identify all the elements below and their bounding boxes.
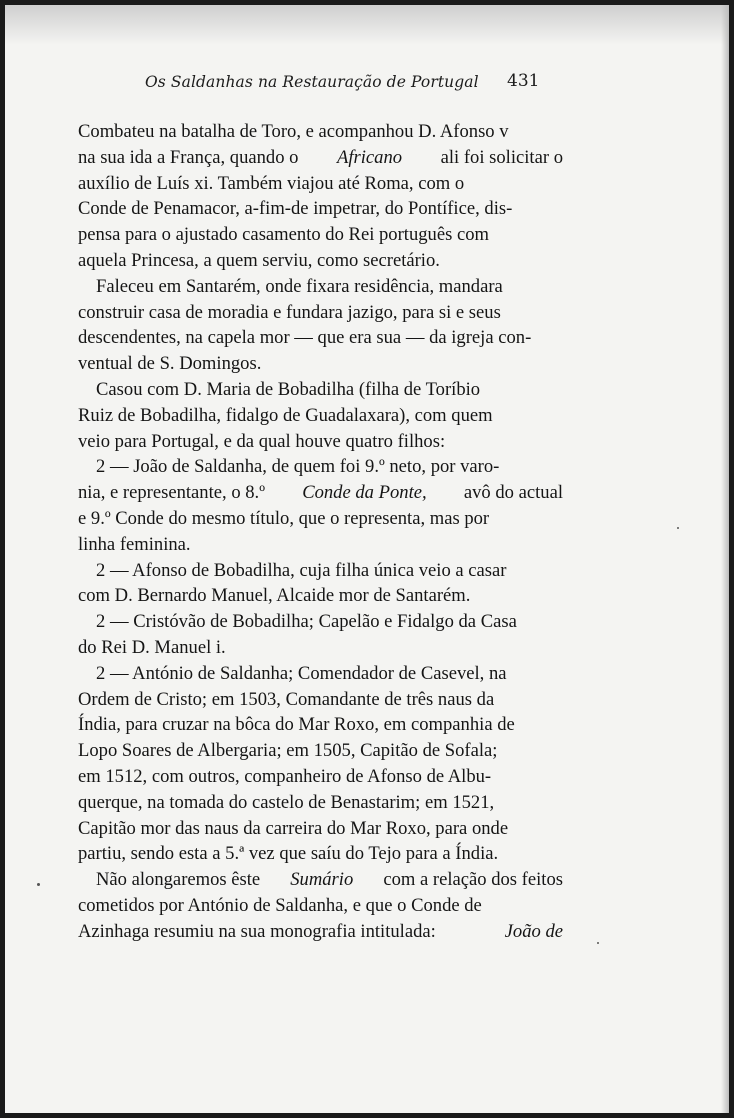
scan-speck [677, 527, 679, 529]
text-line: 2 — Cristóvão de Bobadilha; Capelão e Fidalgo da Casa [96, 611, 517, 633]
text-line: Ruiz de Bobadilha, fidalgo de Guadalaxara), com quem [78, 404, 493, 426]
scan-shadow-top [5, 5, 729, 45]
text-line: pensa para o ajustado casamento do Rei português com [78, 224, 490, 246]
text-line: nia, e representante, o 8.º Conde da Ponte, avô do actual [78, 482, 563, 504]
text-line: do Rei D. Manuel i. [78, 636, 226, 658]
text-line: Ordem de Cristo; em 1503, Comandante de três naus da [78, 688, 495, 710]
scanned-page [5, 5, 729, 1113]
scan-speck [37, 883, 40, 886]
text-line: auxílio de Luís xi. Também viajou até Roma, com o [78, 172, 465, 194]
text-line: e 9.º Conde do mesmo título, que o representa, mas por [78, 507, 490, 529]
text-line: em 1512, com outros, companheiro de Afonso de Albu- [78, 765, 492, 787]
text-line: ventual de S. Domingos. [78, 353, 262, 375]
text-line: Casou com D. Maria de Bobadilha (filha de Toríbio [96, 378, 481, 400]
text-line: aquela Princesa, a quem serviu, como secretário. [78, 249, 440, 271]
page-number: 431 [507, 71, 540, 91]
text-line: construir casa de moradia e fundara jazigo, para si e seus [78, 301, 501, 323]
text-line: Lopo Soares de Albergaria; em 1505, Capitão de Sofala; [78, 740, 498, 762]
text-line: partiu, sendo esta a 5.ª vez que saíu do Tejo para a Índia. [78, 843, 499, 865]
scan-speck [597, 942, 599, 944]
text-line: Não alongaremos êste Sumário com a relação dos feitos [96, 869, 563, 891]
running-title: Os Saldanhas na Restauração de Portugal [145, 73, 479, 91]
text-line: Capitão mor das naus da carreira do Mar Roxo, para onde [78, 817, 509, 839]
text-line: Índia, para cruzar na bôca do Mar Roxo, em companhia de [78, 714, 515, 736]
text-line: linha feminina. [78, 533, 191, 555]
text-line: Combateu na batalha de Toro, e acompanhou D. Afonso v [78, 121, 509, 142]
text-line: querque, na tomada do castelo de Benastarim; em 1521, [78, 791, 495, 813]
text-line: com D. Bernardo Manuel, Alcaide mor de Santarém. [78, 585, 471, 607]
text-line: descendentes, na capela mor — que era sua — da igreja con- [78, 327, 532, 349]
scan-shadow-right [721, 5, 729, 1113]
text-line: 2 — João de Saldanha, de quem foi 9.º neto, por varo- [96, 456, 500, 478]
text-line: 2 — António de Saldanha; Comendador de Casevel, na [96, 662, 507, 684]
text-line: Azinhaga resumiu na sua monografia intitulada: João de [78, 920, 563, 942]
text-line: Conde de Penamacor, a-fim-de impetrar, do Pontífice, dis- [78, 198, 513, 220]
body-text [78, 119, 563, 945]
text-line: 2 — Afonso de Bobadilha, cuja filha única veio a casar [96, 559, 507, 581]
text-line: na sua ida a França, quando o Africano ali foi solicitar o [78, 146, 563, 168]
text-line: Faleceu em Santarém, onde fixara residência, mandara [96, 275, 503, 297]
text-line: cometidos por António de Saldanha, e que o Conde de [78, 894, 482, 916]
text-line: veio para Portugal, e da qual houve quatro filhos: [78, 430, 446, 452]
